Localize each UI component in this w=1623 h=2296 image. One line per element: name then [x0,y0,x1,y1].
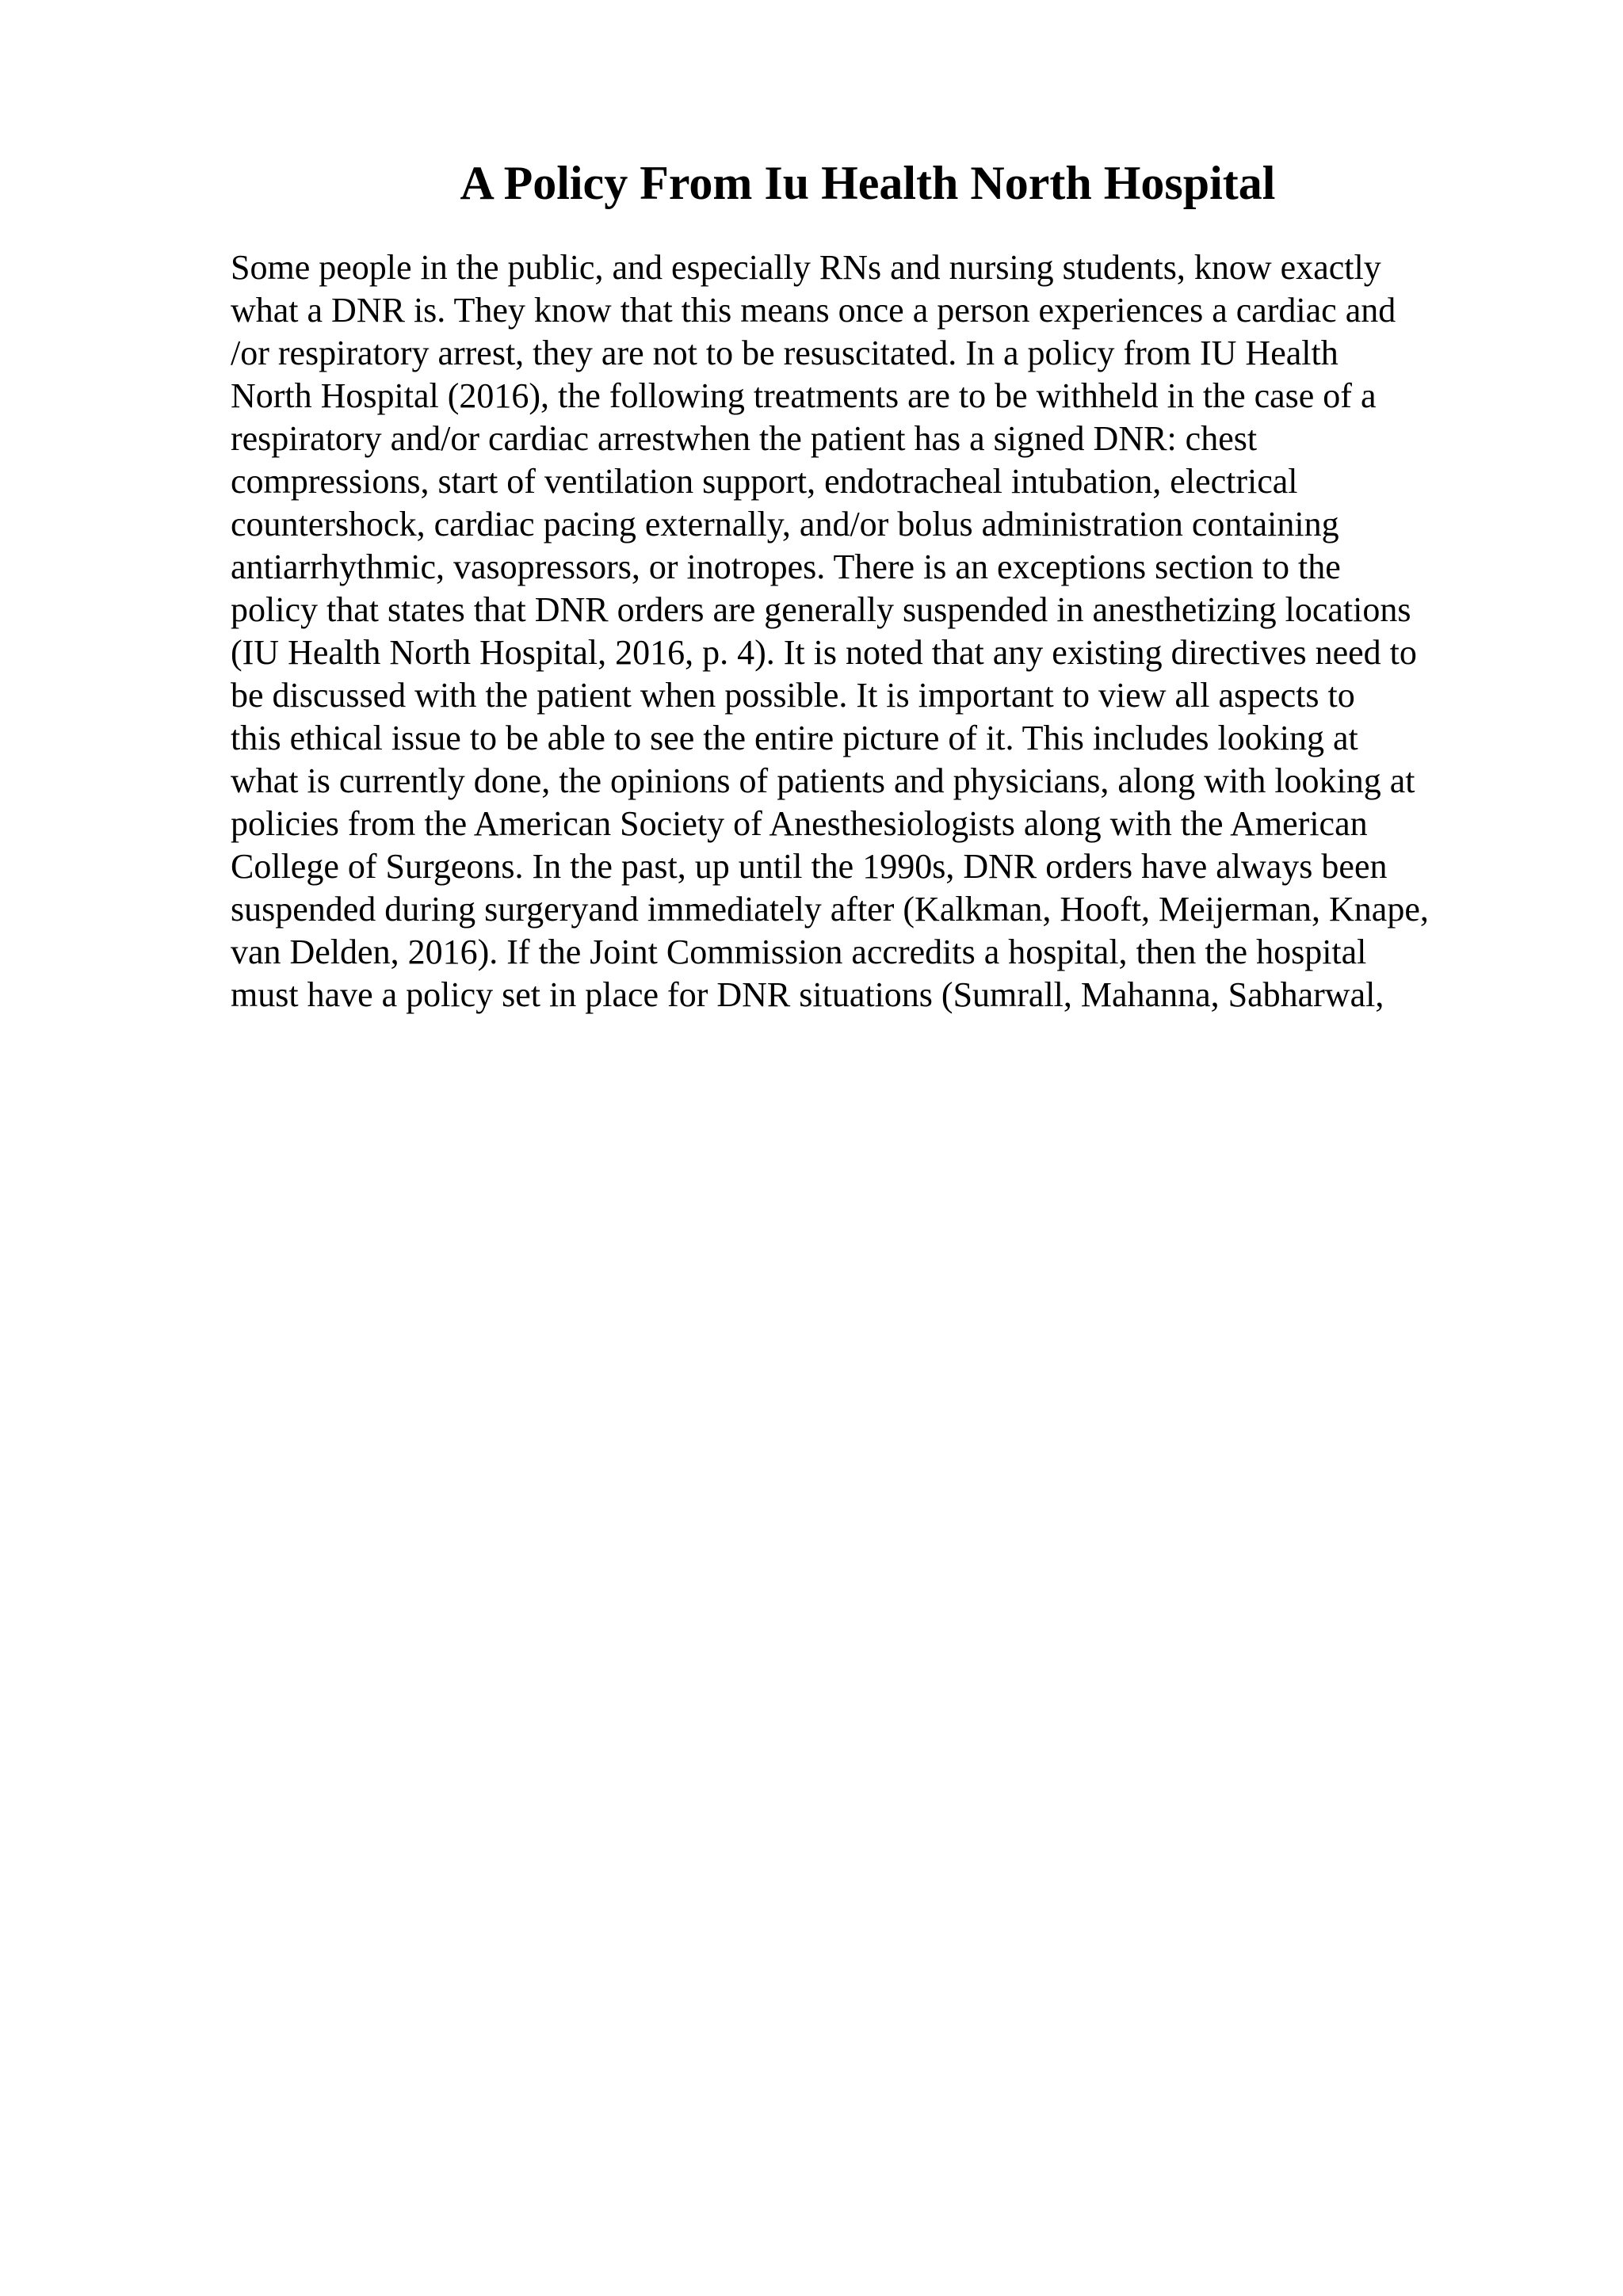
body-line: suspended during surgeryand immediately after (Kalkman, Hooft, Meijerman, Knape, [231,890,1429,929]
body-line: policy that states that DNR orders are generally suspended in anesthetizing locations [231,590,1411,629]
body-line: (IU Health North Hospital, 2016, p. 4). It is noted that any existing directives need to [231,633,1417,672]
body-line: countershock, cardiac pacing externally, and/or bolus administration containing [231,505,1339,543]
body-line: respiratory and/or cardiac arrestwhen the patient has a signed DNR: chest [231,419,1258,458]
document-body [231,246,1562,1016]
body-line: College of Surgeons. In the past, up until the 1990s, DNR orders have always been [231,847,1388,886]
body-line: compressions, start of ventilation support, endotracheal intubation, electrical [231,462,1298,501]
body-line: antiarrhythmic, vasopressors, or inotropes. There is an exceptions section to the [231,547,1341,586]
body-line: policies from the American Society of Anesthesiologists along with the American [231,804,1368,843]
body-line: what a DNR is. They know that this means once a person experiences a cardiac and [231,291,1396,330]
body-line: what is currently done, the opinions of patients and physicians, along with looking at [231,761,1415,800]
body-line: must have a policy set in place for DNR situations (Sumrall, Mahanna, Sabharwal, [231,975,1384,1014]
body-line: /or respiratory arrest, they are not to be resuscitated. In a policy from IU Health [231,334,1338,372]
body-line: Some people in the public, and especially RNs and nursing students, know exactly [231,248,1381,287]
body-line: be discussed with the patient when possible. It is important to view all aspects to [231,676,1355,715]
body-line: van Delden, 2016). If the Joint Commission accredits a hospital, then the hospital [231,933,1367,971]
body-line: North Hospital (2016), the following treatments are to be withheld in the case of a [231,376,1377,415]
document-title: A Policy From Iu Health North Hospital [460,157,1276,209]
body-line: this ethical issue to be able to see the entire picture of it. This includes looking at [231,719,1358,757]
